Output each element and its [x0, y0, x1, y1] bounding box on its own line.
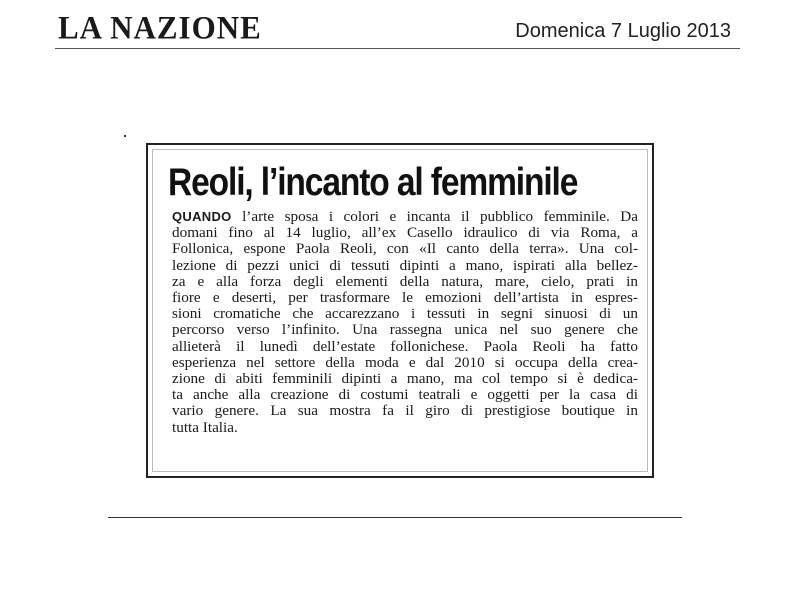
publication-date: Domenica 7 Luglio 2013: [515, 20, 731, 42]
article-line: Follonica, espone Paola Reoli, con «Il canto della terra». Una col-: [172, 240, 638, 258]
lead-word: QUANDO: [172, 209, 232, 224]
article-headline: Reoli, l’incanto al femminile: [168, 161, 578, 204]
article-line: percorso verso l’infinito. Una rassegna unica nel suo genere che: [172, 321, 638, 339]
article-clipping: [146, 143, 654, 478]
article-line: vario genere. La sua mostra fa il giro di prestigiose boutique in: [172, 402, 638, 420]
article-line-text: l’arte sposa i colori e incanta il pubblico femminile. Da: [242, 208, 638, 225]
article-line: ta anche alla creazione di costumi teatrali e oggetti per la casa di: [172, 386, 638, 404]
scan-speck: [124, 135, 126, 137]
article-line: sioni cromatiche che accarezzano i tessuti in segni sinuosi di un: [172, 305, 638, 323]
masthead-title: LA NAZIONE: [58, 9, 262, 46]
article-line: esperienza nel settore della moda e dal 2010 si occupa della crea-: [172, 353, 638, 371]
article-line: domani fino al 14 luglio, all’ex Casello idraulico di via Roma, a: [172, 224, 638, 242]
article-line: [172, 209, 638, 225]
article-line: za e alla forza degli elementi della natura, mare, cielo, prati in: [172, 272, 638, 290]
article-line: zione di abiti femminili dipinti a mano, ma col tempo si è dedica-: [172, 370, 638, 388]
article-line: tutta Italia.: [172, 418, 238, 436]
article-line: allieterà il lunedì dell’estate follonichese. Paola Reoli ha fatto: [172, 337, 638, 355]
footer-rule: [108, 517, 682, 518]
header-rule: [55, 48, 740, 49]
article-line: lezione di pezzi unici di tessuti dipinti a mano, ispirati alla bellez-: [172, 256, 638, 274]
article-line: fiore e deserti, per trasformare le emozioni dell’artista in espres-: [172, 289, 638, 307]
article-body: [172, 209, 638, 436]
